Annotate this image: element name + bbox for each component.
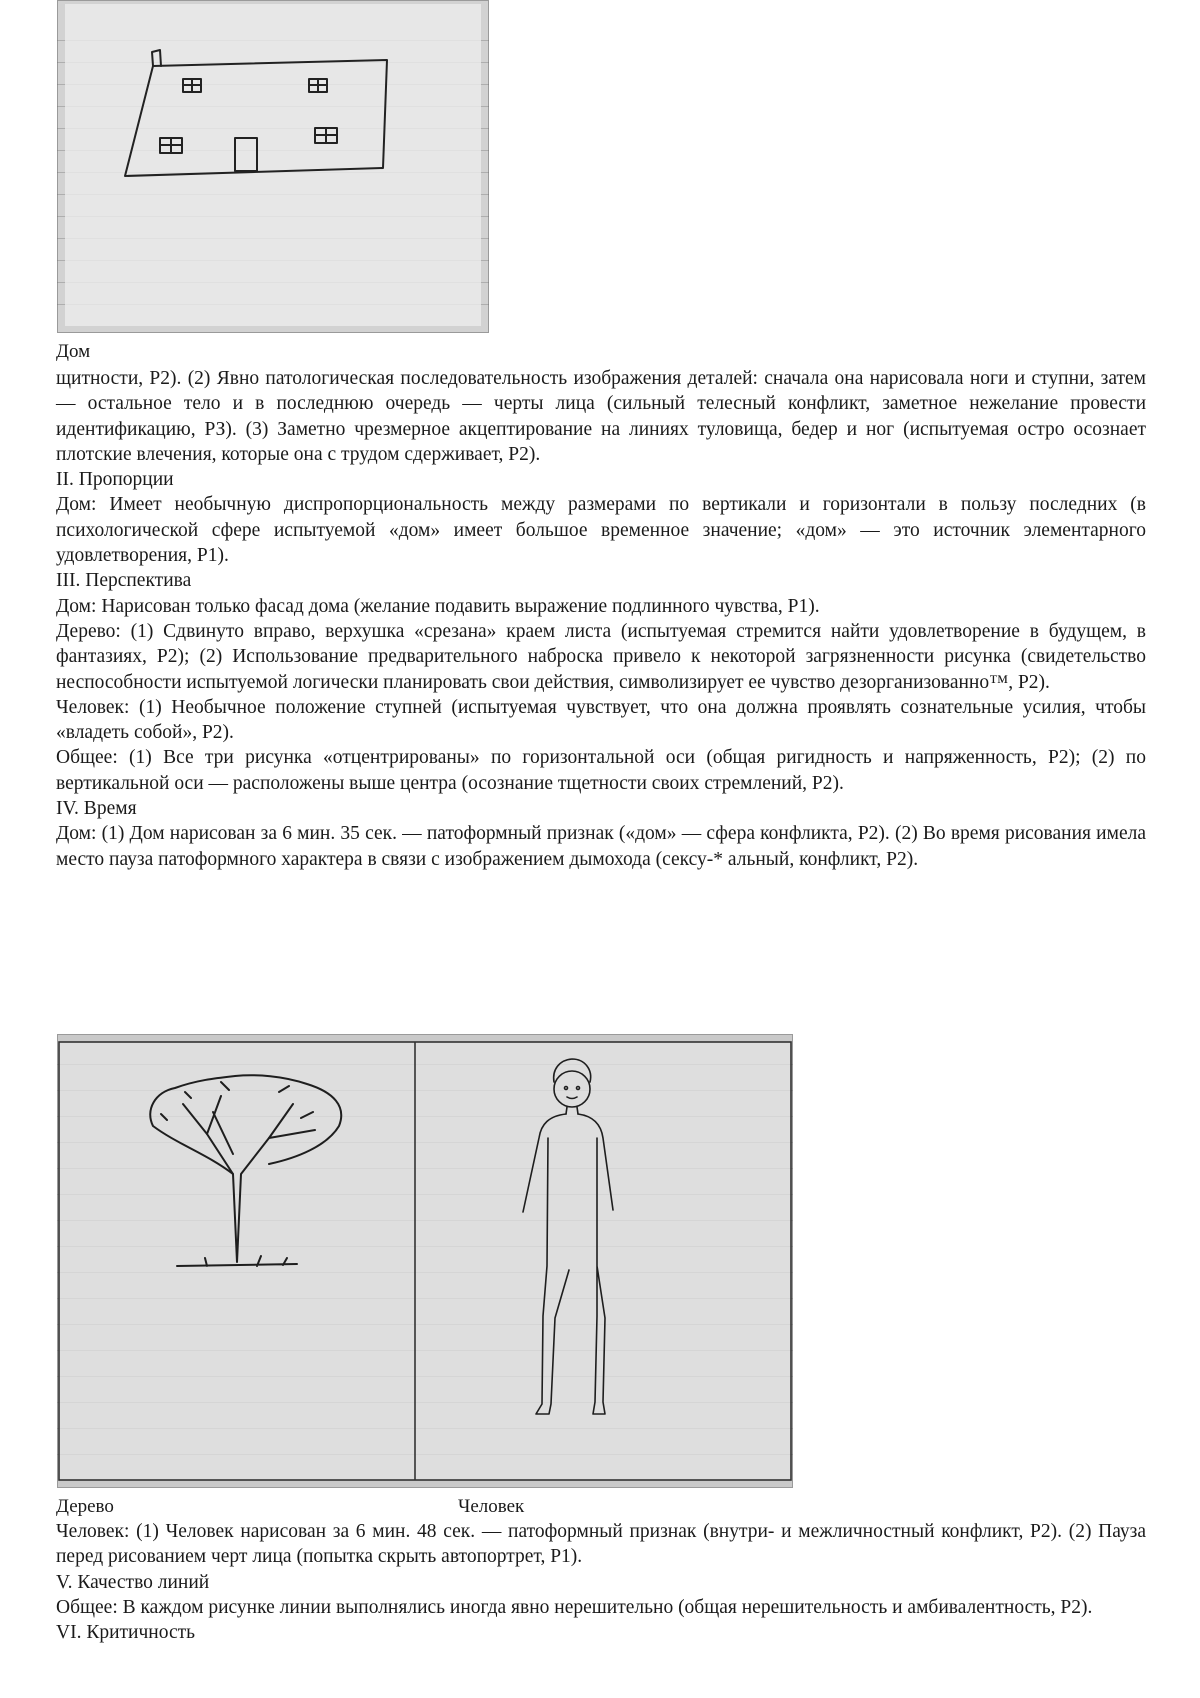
paragraph: Общее: (1) Все три рисунка «отцентрированы» по горизонтальной оси (общая ригидность и напряженность, Р2); (2) по вертикальной оси — расположены выше центра (осознание тщетности своих стремлений, Р2).: [56, 747, 1146, 794]
paragraph: Дом: Имеет необычную диспропорциональность между размерами по вертикали и горизонтали в пользу последних (в психологической сфере испытуемой «дом» имеет большое временное значение; «дом» — это источник элементарного удовлетворения, Р1).: [56, 494, 1146, 567]
paragraph: Дом: Нарисован только фасад дома (желание подавить выражение подлинного чувства, Р1).: [56, 595, 820, 617]
body-text-top: [56, 366, 1146, 872]
section-heading: III. Перспектива: [56, 570, 192, 592]
paragraph: щитности, Р2). (2) Явно патологическая последовательность изображения деталей: сначала она нарисовала ноги и ступни, затем — остальное тело и в последнюю очередь — черты лица (сильный телесный конфликт, заметное нежелание провести идентификацию, РЗ). (3) Заметно чрезмерное акцептирование на линиях туловища, бедер и ног (испытуемая остро осознает плотские влечения, которые она с трудом сдерживает, Р2).: [56, 368, 1146, 465]
section-heading: IV. Время: [56, 798, 137, 820]
paragraph: Дом: (1) Дом нарисован за 6 мин. 35 сек. — патоформный признак («дом» — сфера конфликта, Р2). (2) Во время рисования имела место пауза патоформного характера в связи с изображением дымохода (сексу-* альный, конфликт, Р2).: [56, 823, 1146, 870]
paragraph: Человек: (1) Человек нарисован за 6 мин. 48 сек. — патоформный признак (внутри- и межличностный конфликт, Р2). (2) Пауза перед рисованием черт лица (попытка скрыть автопортрет, Р1).: [56, 1521, 1146, 1568]
tree-person-drawing: [57, 1034, 793, 1488]
body-text-bottom: [56, 1519, 1146, 1645]
person-caption: Человек: [458, 1496, 525, 1517]
house-caption: Дом: [56, 341, 91, 362]
house-drawing: [57, 0, 489, 333]
section-heading: II. Пропорции: [56, 469, 174, 491]
house-figure: [57, 0, 489, 333]
paragraph: Человек: (1) Необычное положение ступней (испытуемая чувствует, что она должна проявлять сознательные усилия, чтобы «владеть собой», Р2).: [56, 696, 1146, 744]
tree-caption: Дерево: [56, 1496, 114, 1517]
section-heading: VI. Критичность: [56, 1622, 196, 1644]
section-heading: V. Качество линий: [56, 1571, 210, 1593]
tree-person-figure: [57, 1034, 793, 1488]
paragraph: Общее: В каждом рисунке линии выполнялись иногда явно нерешительно (общая нерешительность и амбивалентность, Р2).: [56, 1596, 1093, 1618]
paragraph: Дерево: (1) Сдвинуто вправо, верхушка «срезана» краем листа (испытуемая стремится найти удовлетворение в будущем, в фантазиях, Р2); (2) Использование предварительного наброска привело к некоторой загрязненности рисунка (свидетельство неспособности испытуемой логически планировать свои действия, символизирует ее чувство дезорганизованно™, Р2).: [56, 620, 1146, 693]
